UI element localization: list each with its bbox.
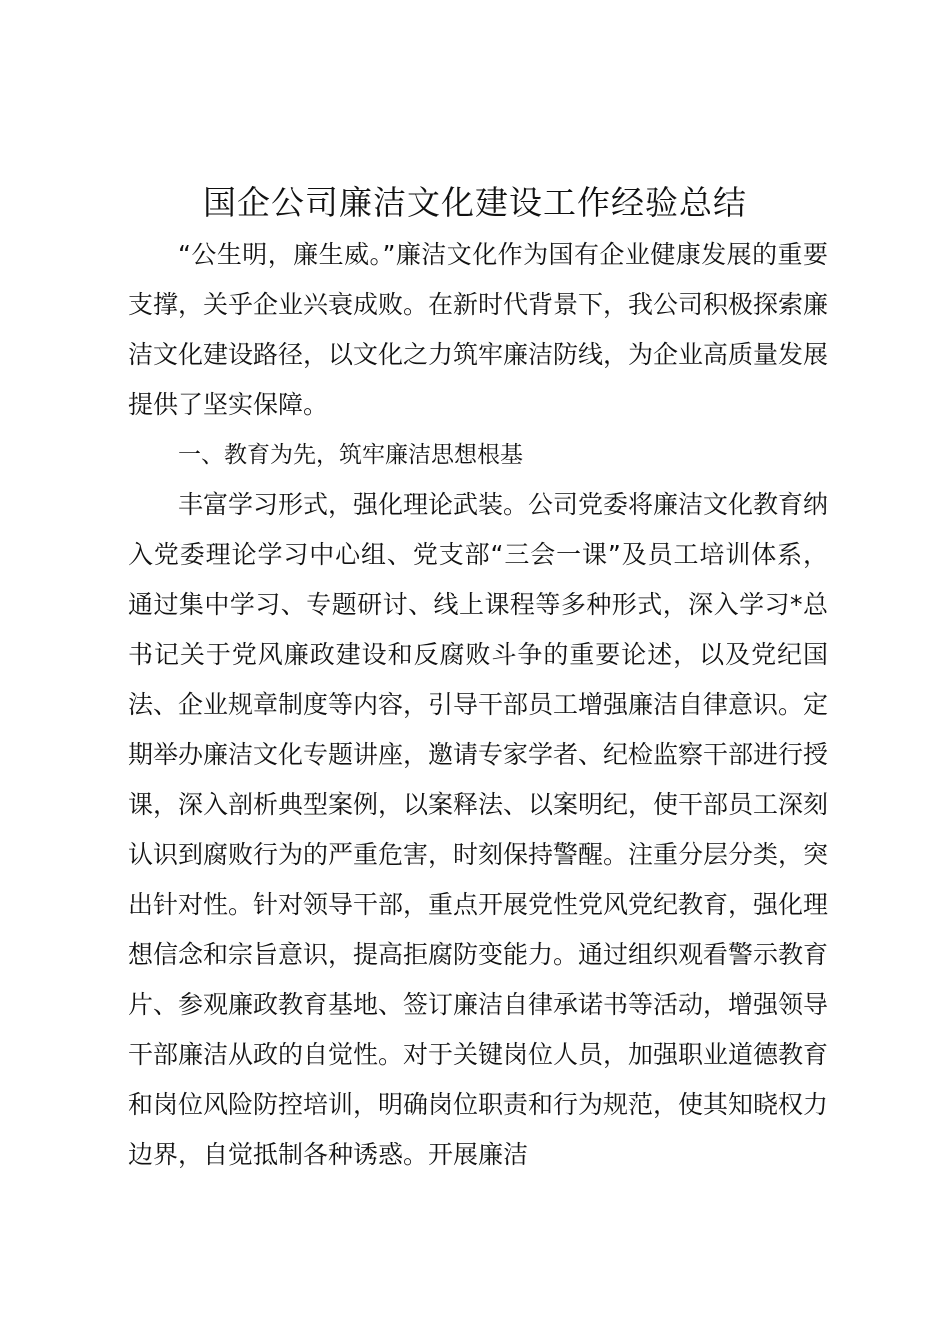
document-body — [128, 230, 828, 1180]
intro-paragraph: “公生明，廉生威。”廉洁文化作为国有企业健康发展的重要支撑，关乎企业兴衰成败。在新时代背景下，我公司积极探索廉洁文化建设路径，以文化之力筑牢廉洁防线，为企业高质量发展提供了坚实保障。 — [128, 240, 829, 419]
section-heading: 一、教育为先，筑牢廉洁思想根基 — [178, 442, 523, 468]
section-paragraph: 丰富学习形式，强化理论武装。公司党委将廉洁文化教育纳入党委理论学习中心组、党支部“三会一课”及员工培训体系，通过集中学习、专题研讨、线上课程等多种形式，深入学习*总书记关于党风廉政建设和反腐败斗争的重要论述，以及党纪国法、企业规章制度等内容，引导干部员工增强廉洁自律意识。定期举办廉洁文化专题讲座，邀请专家学者、纪检监察干部进行授课，深入剖析典型案例，以案释法、以案明纪，使干部员工深刻认识到腐败行为的严重危害，时刻保持警醒。注重分层分类，突出针对性。针对领导干部，重点开展党性党风党纪教育，强化理想信念和宗旨意识，提高拒腐防变能力。通过组织观看警示教育片、参观廉政教育基地、签订廉洁自律承诺书等活动，增强领导干部廉洁从政的自觉性。对于关键岗位人员，加强职业道德教育和岗位风险防控培训，明确岗位职责和行为规范，使其知晓权力边界，自觉抵制各种诱惑。开展廉洁 — [128, 490, 829, 1169]
document-title: 国企公司廉洁文化建设工作经验总结 — [203, 183, 747, 222]
